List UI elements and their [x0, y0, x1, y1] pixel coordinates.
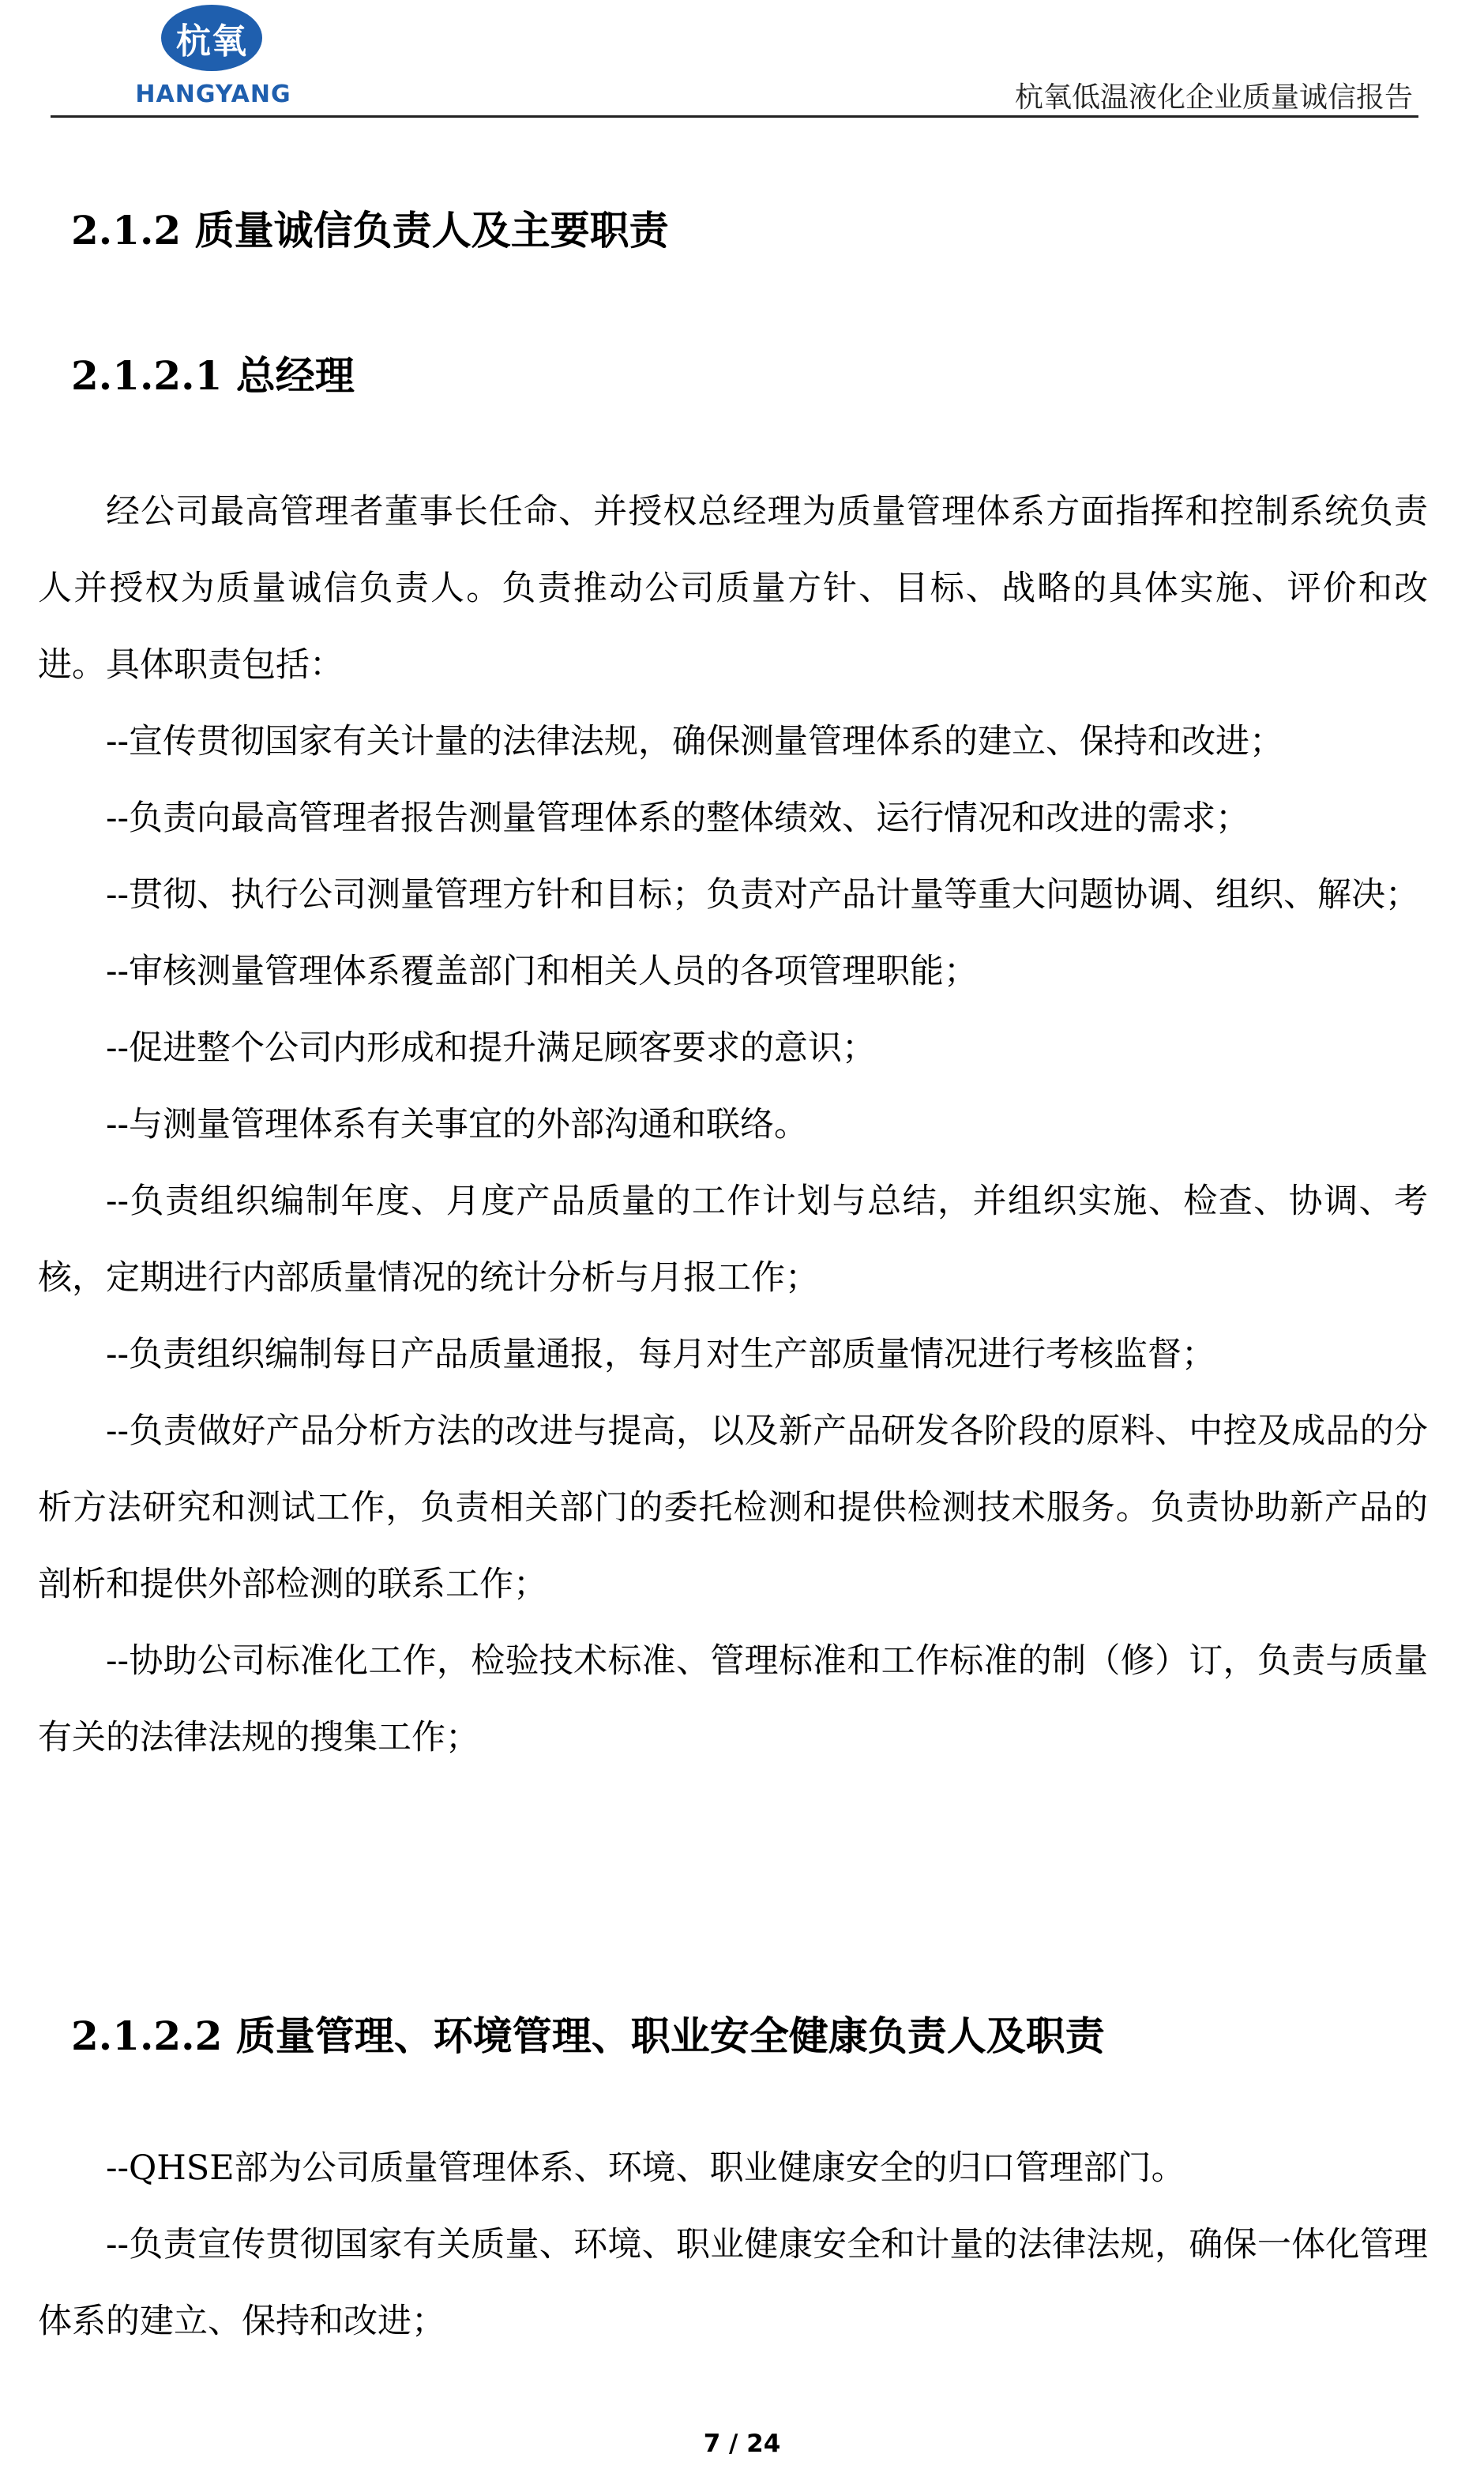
paragraph: --宣传贯彻国家有关计量的法律法规，确保测量管理体系的建立、保持和改进；: [106, 722, 1284, 761]
paragraph: --审核测量管理体系覆盖部门和相关人员的各项管理职能；: [106, 952, 979, 991]
section-heading-2-1-2: 2.1.2 质量诚信负责人及主要职责: [71, 207, 669, 254]
paragraph: --协助公司标准化工作，检验技术标准、管理标准和工作标准的制（修）订，负责与质量有关的法律法规的搜集工作；: [38, 1641, 1428, 1757]
paragraph: --负责组织编制年度、月度产品质量的工作计划与总结，并组织实施、检查、协调、考核，定期进行内部质量情况的统计分析与月报工作；: [38, 1182, 1428, 1298]
header-rule: [51, 115, 1418, 118]
page-number: 7 / 24: [703, 2430, 781, 2458]
logo-text: HANGYANG: [135, 81, 291, 108]
logo-badge: 杭氧: [161, 5, 262, 71]
paragraph: --负责做好产品分析方法的改进与提高，以及新产品研发各阶段的原料、中控及成品的分析方法研究和测试工作，负责相关部门的委托检测和提供检测技术服务。负责协助新产品的剖析和提供外部检测的联系工作；: [38, 1411, 1428, 1604]
paragraph: --与测量管理体系有关事宜的外部沟通和联络。: [106, 1105, 809, 1144]
paragraph: --负责宣传贯彻国家有关质量、环境、职业健康安全和计量的法律法规，确保一体化管理体系的建立、保持和改进；: [38, 2225, 1428, 2341]
paragraph: --负责向最高管理者报告测量管理体系的整体绩效、运行情况和改进的需求；: [106, 799, 1250, 838]
header-title: 杭氧低温液化企业质量诚信报告: [1014, 81, 1413, 114]
body-text-qhse: [38, 2130, 1428, 2360]
paragraph: --贯彻、执行公司测量管理方针和目标；负责对产品计量等重大问题协调、组织、解决；: [106, 875, 1420, 915]
body-text-general-manager: [38, 474, 1428, 1776]
paragraph: --负责组织编制每日产品质量通报，每月对生产部质量情况进行考核监督；: [106, 1335, 1216, 1374]
paragraph: --QHSE部为公司质量管理体系、环境、职业健康安全的归口管理部门。: [106, 2148, 1185, 2188]
section-heading-2-1-2-1: 2.1.2.1 总经理: [71, 352, 355, 399]
paragraph: --促进整个公司内形成和提升满足顾客要求的意识；: [106, 1028, 877, 1068]
section-heading-2-1-2-2: 2.1.2.2 质量管理、环境管理、职业安全健康负责人及职责: [71, 2013, 1105, 2059]
paragraph: 经公司最高管理者董事长任命、并授权总经理为质量管理体系方面指挥和控制系统负责人并授权为质量诚信负责人。负责推动公司质量方针、目标、战略的具体实施、评价和改进。具体职责包括：: [38, 492, 1428, 685]
hangyang-logo: [111, 5, 316, 107]
